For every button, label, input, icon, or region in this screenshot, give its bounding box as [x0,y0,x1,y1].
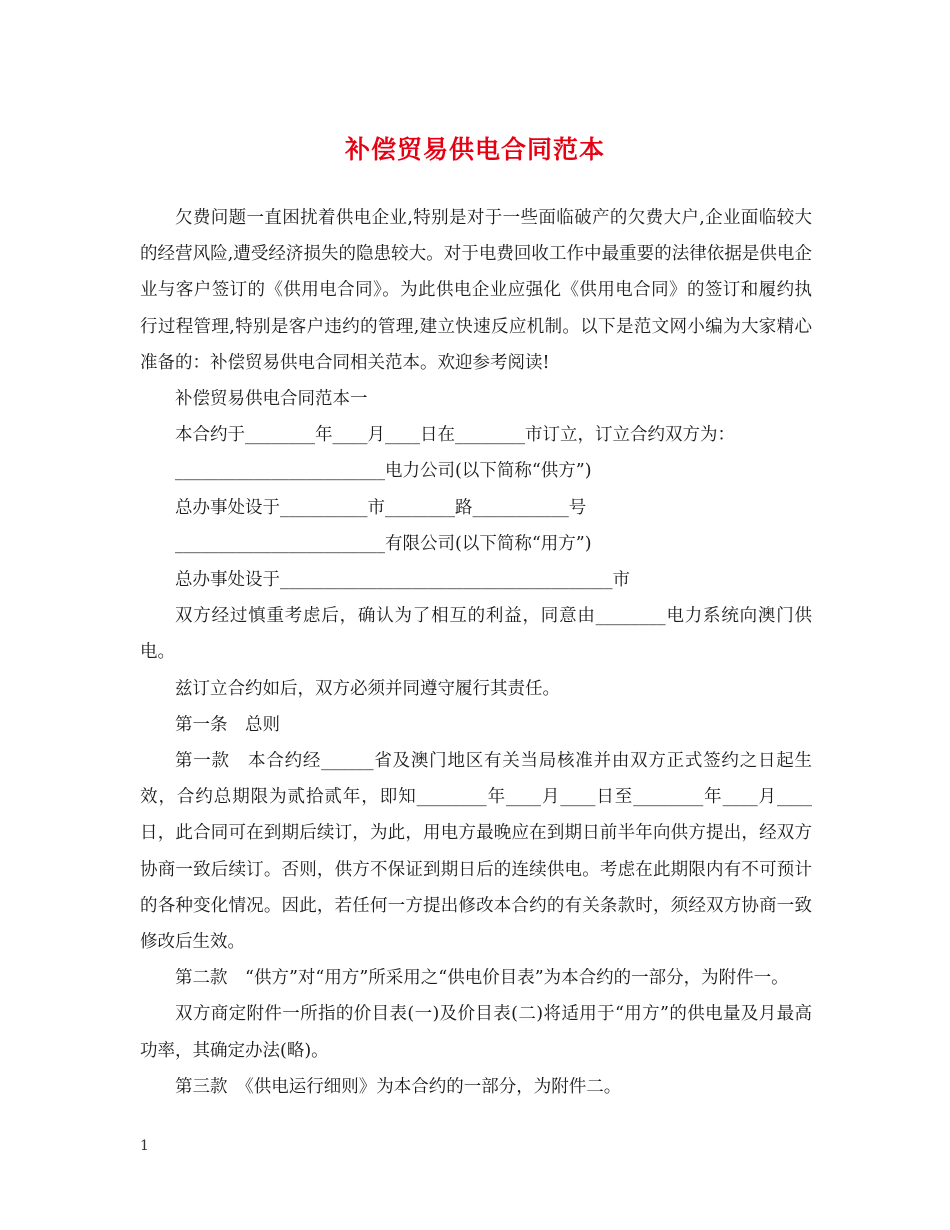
document-body [140,200,812,1105]
paragraph-agreement: 双方经过慎重考虑后，确认为了相互的利益，同意由________电力系统向澳门供电。 [140,606,812,663]
paragraph-contract-date: 本合约于________年____月____日在________市订立，订立合约双方为： [175,425,735,446]
paragraph-user-address: 总办事处设于______________________________________市 [175,570,630,591]
page-number: 1 [140,1138,149,1154]
paragraph-article-one: 第一条 总则 [175,714,280,735]
paragraph-intro: 欠费问题一直困扰着供电企业,特别是对于一些面临破产的欠费大户,企业面临较大的经营风险,遭受经济损失的隐患较大。对于电费回收工作中最重要的法律依据是供电企业与客户签订的《供用电合同》。为此供电企业应强化《供用电合同》的签订和履约执行过程管理,特别是客户违约的管理,建立快速反应机制。以下是范文网小编为大家精心准备的：补偿贸易供电合同相关范本。欢迎参考阅读! [140,208,812,373]
paragraph-price-tables: 双方商定附件一所指的价目表(一)及价目表(二)将适用于“用方”的供电量及月最高功率，其确定办法(略)。 [140,1004,812,1061]
document-title: 补偿贸易供电合同范本 [344,135,605,164]
paragraph-clause-two: 第二款 “供方”对“用方”所采用之“供电价目表”为本合约的一部分，为附件一。 [175,968,789,989]
paragraph-user: ________________________有限公司(以下简称“用方”) [175,533,592,554]
paragraph-obligation: 兹订立合约如后，双方必须并同遵守履行其责任。 [175,678,560,699]
paragraph-clause-three: 第三款 《供电运行细则》为本合约的一部分，为附件二。 [175,1076,622,1097]
paragraph-heading-template-one: 补偿贸易供电合同范本一 [175,389,368,410]
paragraph-supplier-address: 总办事处设于__________市________路___________号 [175,497,587,518]
paragraph-supplier: ________________________电力公司(以下简称“供方”) [175,461,592,482]
paragraph-clause-one: 第一款 本合约经______省及澳门地区有关当局核准并由双方正式签约之日起生效，合约总期限为贰拾贰年，即知________年____月____日至________年____月____日，此合同可在到期后续订，为此，用电方最晚应在到期日前半年向供方提出，经双方协商一致后续订。否则，供方不保证到期日后的连续供电。考虑在此期限内有不可预计的各种变化情况。因此，若任何一方提出修改本合约的有关条款时，须经双方协商一致修改后生效。 [140,751,812,953]
